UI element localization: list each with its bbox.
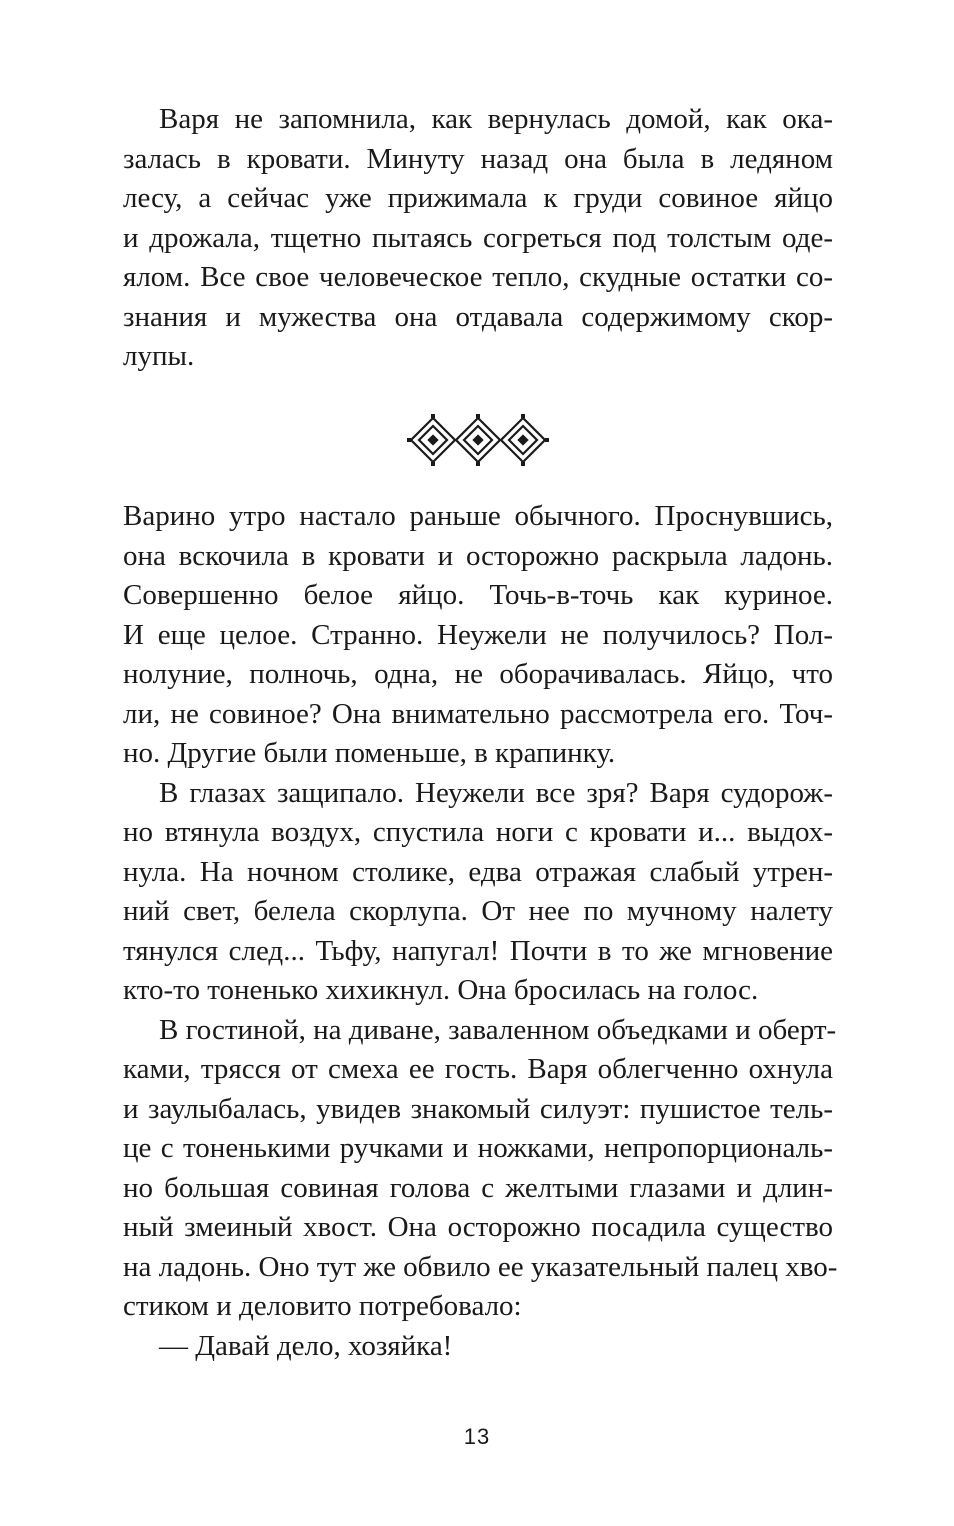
text-line: она вскочила в кровати и осторожно раскрыла ладонь.: [123, 539, 833, 572]
text-line: ками, трясся от смеха ее гость. Варя облегченно охнула: [123, 1053, 833, 1085]
text-line: нула. На ночном столике, едва отражая слабый утрен-: [123, 855, 833, 888]
folk-ornament-divider-icon: [407, 414, 549, 466]
text-line: но большая совиная голова с желтыми глазами и длин-: [123, 1171, 833, 1204]
page-number: 13: [463, 1424, 491, 1449]
text-line: Совершенно белое яйцо. Точь-в-точь как куриное.: [123, 579, 833, 611]
text-line: лупы.: [123, 340, 195, 372]
text-line: на ладонь. Оно тут же обвило ее указательный палец хво-: [123, 1250, 838, 1283]
text-line: ный змеиный хвост. Она осторожно посадила существо: [123, 1211, 833, 1243]
text-line: и дрожала, тщетно пытаясь согреться под толстым оде-: [123, 221, 833, 254]
paragraph-1: [123, 100, 833, 377]
text-line: но втянула воздух, спустила ноги с кровати и... выдох-: [123, 816, 833, 848]
text-line: И еще целое. Странно. Неужели не получилось? Пол-: [123, 618, 833, 651]
text-line: В гостиной, на диване, заваленном объедками и оберт-: [159, 1013, 837, 1046]
text-line: Варино утро настало раньше обычного. Проснувшись,: [123, 500, 833, 532]
text-line: тянулся след... Тьфу, напугал! Почти в то же мгновение: [123, 934, 833, 967]
text-line: ялом. Все свое человеческое тепло, скудные остатки со-: [123, 261, 833, 293]
text-line: — Давай дело, хозяйка!: [159, 1329, 453, 1362]
text-line: кто-то тоненько хихикнул. Она бросилась на голос.: [123, 974, 759, 1006]
text-line: ли, не совиное? Она внимательно рассмотрела его. Точ-: [123, 697, 833, 730]
text-line: знания и мужества она отдавала содержимому скор-: [123, 300, 833, 333]
text-line: ний свет, белела скорлупа. От нее по мучному налету: [123, 895, 833, 927]
text-line: стиком и деловито потребовало:: [123, 1290, 522, 1322]
text-line: нолуние, полночь, одна, не оборачивалась. Яйцо, что: [123, 658, 833, 690]
text-line: залась в кровати. Минуту назад она была в ледяном: [123, 142, 833, 175]
text-line: но. Другие были поменьше, в крапинку.: [123, 737, 616, 769]
text-line: В глазах защипало. Неужели все зря? Варя судорож-: [159, 776, 833, 809]
paragraphs-2: [123, 497, 838, 1366]
text-line: и заулыбалась, увидев знакомый силуэт: пушистое тель-: [123, 1092, 833, 1125]
text-line: лесу, а сейчас уже прижимала к груди совиное яйцо: [123, 182, 833, 214]
text-line: це с тоненькими ручками и ножками, непропорциональ-: [123, 1132, 833, 1164]
text-line: Варя не запомнила, как вернулась домой, как ока-: [159, 103, 833, 135]
